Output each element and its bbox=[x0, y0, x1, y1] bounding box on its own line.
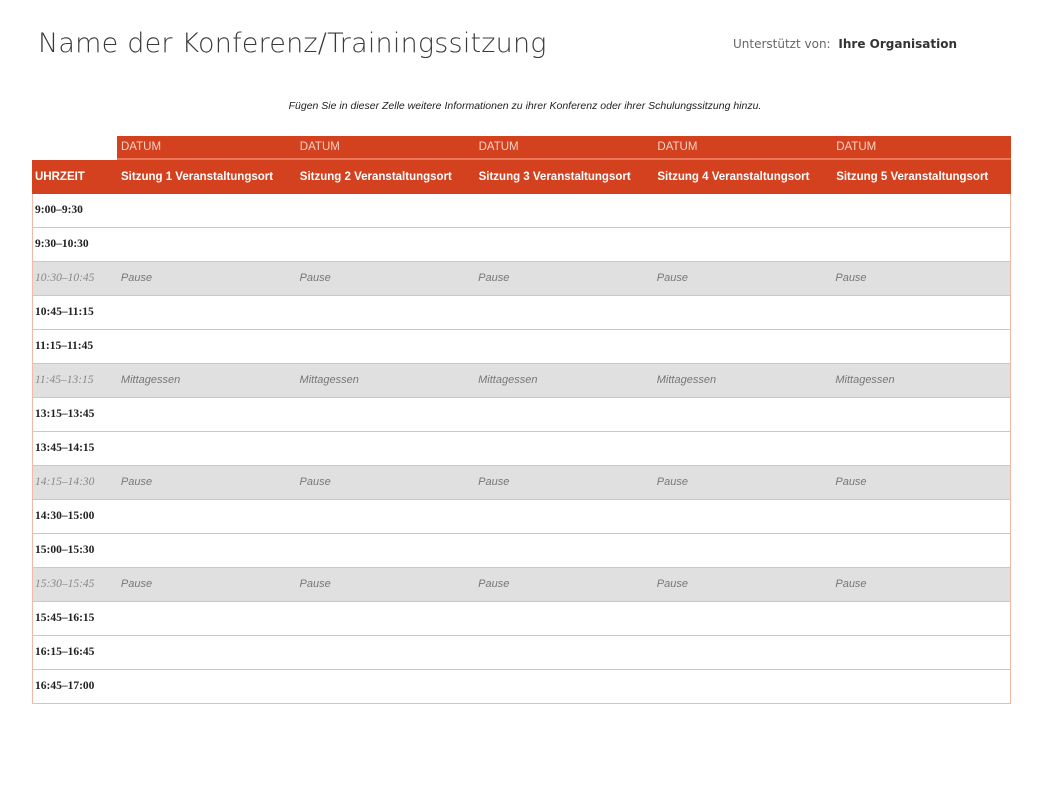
table-row bbox=[33, 296, 1010, 330]
session-cell[interactable] bbox=[296, 330, 475, 363]
sponsor-line bbox=[733, 37, 957, 51]
time-slot-cell[interactable]: 13:45–14:15 bbox=[35, 442, 95, 454]
session-cell[interactable] bbox=[474, 432, 653, 465]
time-slot-cell[interactable]: 9:30–10:30 bbox=[35, 238, 89, 250]
break-row bbox=[33, 568, 1010, 602]
date-cell-5[interactable]: DATUM bbox=[836, 141, 877, 153]
session-cell[interactable] bbox=[117, 500, 296, 533]
session-cell[interactable]: Mittagessen bbox=[299, 374, 359, 386]
table-row bbox=[33, 670, 1010, 704]
session-cell[interactable] bbox=[117, 296, 296, 329]
session-cell[interactable]: Pause bbox=[299, 578, 331, 590]
date-cell-1[interactable]: DATUM bbox=[121, 141, 162, 153]
time-slot-cell[interactable]: 14:30–15:00 bbox=[35, 510, 95, 522]
session-cell[interactable]: Pause bbox=[478, 578, 510, 590]
session-header-2[interactable]: Sitzung 2 Veranstaltungsort bbox=[299, 171, 452, 183]
session-cell[interactable] bbox=[474, 534, 653, 567]
time-slot-cell[interactable]: 10:30–10:45 bbox=[35, 272, 95, 284]
session-cell[interactable] bbox=[117, 330, 296, 363]
time-column-header: UHRZEIT bbox=[35, 171, 85, 183]
session-cell[interactable]: Mittagessen bbox=[120, 374, 181, 386]
session-cell[interactable]: Pause bbox=[299, 272, 331, 284]
session-cell[interactable] bbox=[296, 534, 475, 567]
break-row bbox=[33, 364, 1010, 398]
table-row bbox=[33, 636, 1010, 670]
sponsor-label: Unterstützt von: bbox=[733, 37, 831, 51]
session-cell[interactable] bbox=[653, 534, 832, 567]
session-cell[interactable] bbox=[653, 398, 832, 431]
session-cell[interactable] bbox=[296, 500, 475, 533]
session-cell[interactable] bbox=[296, 670, 475, 703]
session-cell[interactable] bbox=[117, 194, 296, 227]
session-cell[interactable]: Mittagessen bbox=[835, 374, 895, 386]
session-cell[interactable] bbox=[474, 194, 653, 227]
session-header-1[interactable]: Sitzung 1 Veranstaltungsort bbox=[121, 171, 274, 183]
session-cell[interactable] bbox=[831, 296, 1010, 329]
session-cell[interactable] bbox=[474, 296, 653, 329]
session-cell[interactable] bbox=[653, 432, 832, 465]
session-cell[interactable] bbox=[117, 636, 296, 669]
session-cell[interactable]: Mittagessen bbox=[478, 374, 538, 386]
session-cell[interactable]: Pause bbox=[656, 476, 688, 488]
session-cell[interactable]: Pause bbox=[478, 476, 510, 488]
page-title: Name der Konferenz/Trainingssitzung bbox=[38, 28, 547, 59]
date-cell-3[interactable]: DATUM bbox=[478, 141, 519, 153]
schedule-table-body bbox=[32, 194, 1011, 704]
session-cell[interactable] bbox=[474, 636, 653, 669]
session-cell[interactable] bbox=[296, 432, 475, 465]
session-cell[interactable] bbox=[653, 330, 832, 363]
session-cell[interactable] bbox=[474, 500, 653, 533]
session-cell[interactable]: Pause bbox=[120, 578, 153, 590]
time-slot-cell[interactable]: 15:45–16:15 bbox=[35, 612, 95, 624]
time-slot-cell[interactable]: 13:15–13:45 bbox=[35, 408, 95, 420]
time-slot-cell[interactable]: 14:15–14:30 bbox=[35, 476, 95, 488]
time-slot-cell[interactable]: 10:45–11:15 bbox=[35, 306, 94, 318]
session-cell[interactable]: Pause bbox=[835, 578, 867, 590]
session-cell[interactable] bbox=[831, 602, 1010, 635]
session-cell[interactable] bbox=[474, 228, 653, 261]
session-cell[interactable] bbox=[831, 330, 1010, 363]
session-cell[interactable] bbox=[653, 602, 832, 635]
session-cell[interactable] bbox=[296, 296, 475, 329]
session-cell[interactable] bbox=[831, 636, 1010, 669]
session-cell[interactable] bbox=[117, 398, 296, 431]
session-cell[interactable] bbox=[296, 398, 475, 431]
date-cell-2[interactable]: DATUM bbox=[299, 141, 340, 153]
break-row bbox=[33, 262, 1010, 296]
sponsor-organization[interactable]: Ihre Organisation bbox=[838, 37, 958, 51]
session-cell[interactable] bbox=[653, 228, 832, 261]
session-cell[interactable]: Mittagessen bbox=[656, 374, 717, 386]
session-cell[interactable] bbox=[653, 500, 832, 533]
time-slot-cell[interactable]: 11:45–13:15 bbox=[35, 374, 94, 386]
table-row bbox=[33, 432, 1010, 466]
session-cell[interactable] bbox=[474, 602, 653, 635]
session-header-5[interactable]: Sitzung 5 Veranstaltungsort bbox=[836, 171, 989, 183]
session-cell[interactable]: Pause bbox=[835, 476, 867, 488]
session-cell[interactable]: Pause bbox=[835, 272, 867, 284]
session-cell[interactable] bbox=[474, 398, 653, 431]
session-cell[interactable] bbox=[653, 670, 832, 703]
session-header-4[interactable]: Sitzung 4 Veranstaltungsort bbox=[657, 171, 810, 183]
time-slot-cell[interactable]: 15:00–15:30 bbox=[35, 544, 95, 556]
time-slot-cell[interactable]: 16:45–17:00 bbox=[35, 680, 95, 692]
session-cell[interactable] bbox=[296, 194, 475, 227]
session-cell[interactable] bbox=[831, 670, 1010, 703]
session-cell[interactable] bbox=[831, 398, 1010, 431]
time-slot-cell[interactable]: 9:00–9:30 bbox=[35, 204, 83, 216]
table-row bbox=[33, 602, 1010, 636]
time-slot-cell[interactable]: 11:15–11:45 bbox=[35, 340, 94, 352]
session-cell[interactable] bbox=[831, 194, 1010, 227]
time-slot-cell[interactable]: 15:30–15:45 bbox=[35, 578, 95, 590]
session-cell[interactable] bbox=[296, 602, 475, 635]
session-cell[interactable] bbox=[831, 228, 1010, 261]
session-cell[interactable] bbox=[296, 636, 475, 669]
session-cell[interactable] bbox=[831, 500, 1010, 533]
session-cell[interactable]: Pause bbox=[120, 476, 153, 488]
table-row bbox=[33, 194, 1010, 228]
session-header-row bbox=[32, 160, 1011, 194]
session-cell[interactable]: Pause bbox=[478, 272, 510, 284]
table-row bbox=[33, 330, 1010, 364]
session-cell[interactable] bbox=[117, 534, 296, 567]
session-cell[interactable] bbox=[474, 670, 653, 703]
date-cell-4[interactable]: DATUM bbox=[657, 141, 698, 153]
session-cell[interactable] bbox=[474, 330, 653, 363]
session-cell[interactable]: Pause bbox=[120, 272, 153, 284]
table-row bbox=[33, 228, 1010, 262]
session-cell[interactable] bbox=[296, 228, 475, 261]
session-header-3[interactable]: Sitzung 3 Veranstaltungsort bbox=[478, 171, 631, 183]
session-cell[interactable] bbox=[653, 296, 832, 329]
date-header-row bbox=[117, 136, 1011, 160]
session-cell[interactable] bbox=[653, 194, 832, 227]
table-row bbox=[33, 398, 1010, 432]
session-cell[interactable] bbox=[117, 432, 296, 465]
session-cell[interactable] bbox=[117, 228, 296, 261]
session-cell[interactable] bbox=[831, 432, 1010, 465]
session-cell[interactable] bbox=[831, 534, 1010, 567]
time-slot-cell[interactable]: 16:15–16:45 bbox=[35, 646, 95, 658]
session-cell[interactable]: Pause bbox=[656, 272, 688, 284]
session-cell[interactable]: Pause bbox=[656, 578, 688, 590]
session-cell[interactable]: Pause bbox=[299, 476, 331, 488]
session-cell[interactable] bbox=[117, 670, 296, 703]
table-row bbox=[33, 534, 1010, 568]
table-row bbox=[33, 500, 1010, 534]
break-row bbox=[33, 466, 1010, 500]
session-cell[interactable] bbox=[653, 636, 832, 669]
info-text[interactable]: Fügen Sie in dieser Zelle weitere Informationen zu ihrer Konferenz oder ihrer Schulungssitzung hinzu. bbox=[288, 100, 762, 112]
session-cell[interactable] bbox=[117, 602, 296, 635]
